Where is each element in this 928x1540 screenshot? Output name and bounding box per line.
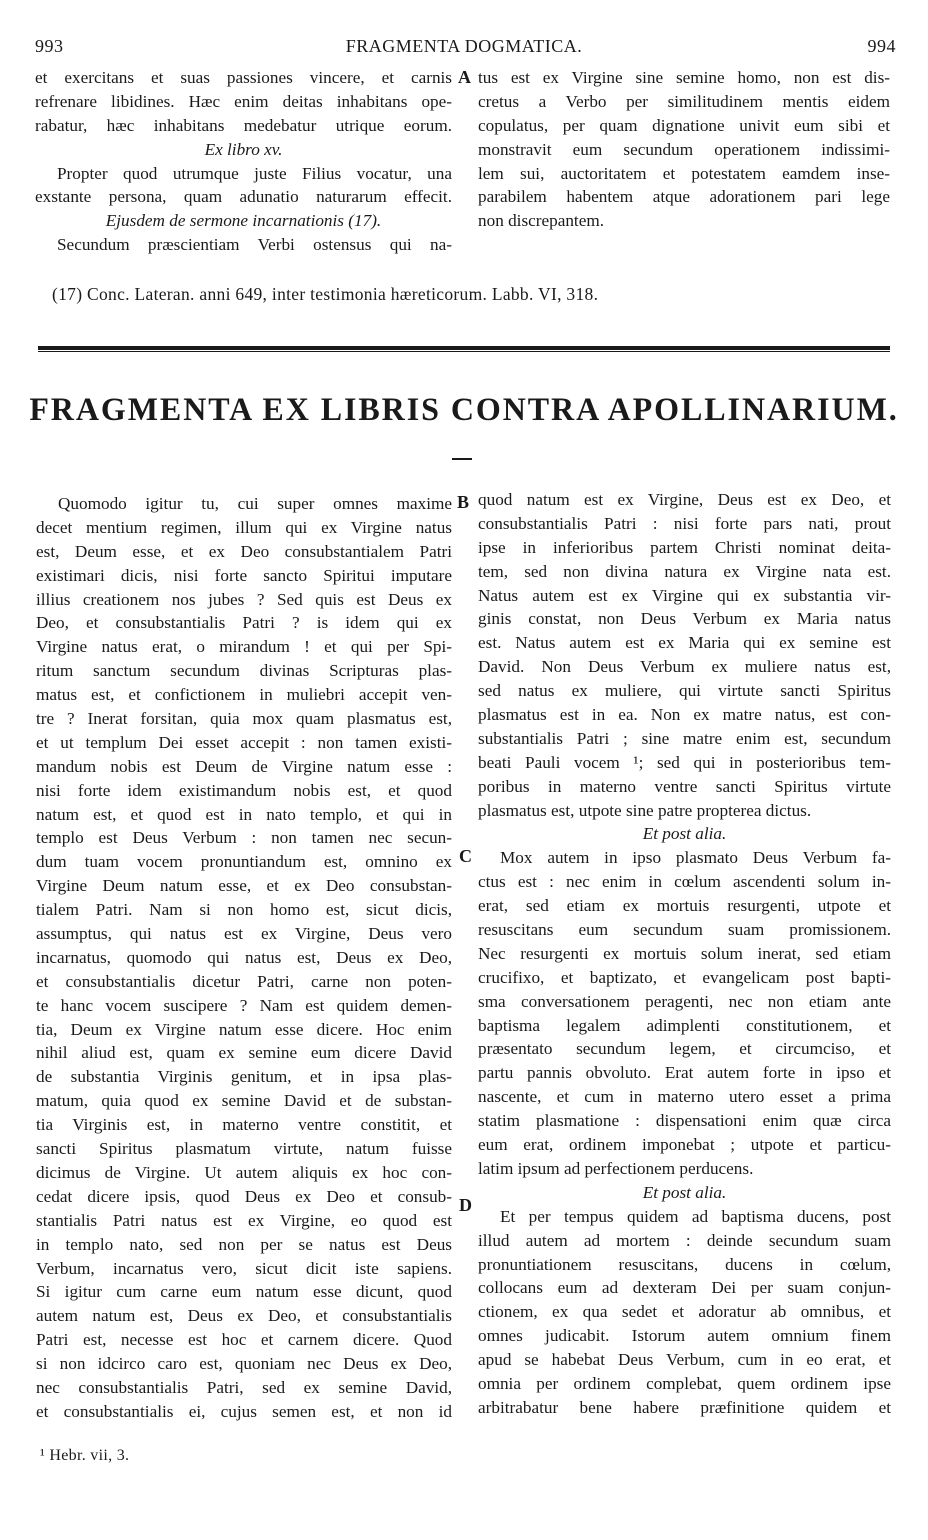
text-line: non discrepantem. [478, 211, 605, 231]
text-line: Et per tempus quidem ad baptisma ducens, post [500, 1206, 891, 1226]
text-line: plasmatus est, utpote sine patre propterea dictus. [478, 800, 812, 820]
margin-marker-a: A [458, 67, 471, 87]
text-line: ipse in inferioribus partem Christi nominat deita- [478, 537, 891, 557]
text-line: pronuntiationem resuscitans, ducens in cœlum, [478, 1254, 891, 1274]
text-line: stantialis Patri natus est ex Virgine, eo quod est [36, 1210, 452, 1230]
text-line: Nec resurgenti ex mortuis solum inerat, sed etiam [478, 943, 891, 963]
text-line: crucifixo, et baptizato, et evangelicam post bapti- [478, 967, 891, 987]
section-title: FRAGMENTA EX LIBRIS CONTRA APOLLINARIUM. [29, 392, 899, 428]
footnote-top: (17) Conc. Lateran. anni 649, inter testimonia hæreticorum. Labb. VI, 318. [52, 284, 599, 304]
text-line: natum est, et quod est in nato templo, et qui in [36, 804, 452, 824]
text-line: cretus a Verbo per similitudinem mentis eidem [478, 91, 890, 111]
text-line: Deo, et consubstantialis Patri ? is idem qui ex [36, 613, 452, 633]
margin-marker-b: B [457, 492, 470, 512]
text-line: Si igitur cum carne eum natum esse dicunt, quod [36, 1282, 452, 1302]
text-line: exstante persona, quam adunatio naturarum effecit. [35, 187, 452, 207]
text-line: nascente, et cum in materno utero esset a prima [478, 1087, 891, 1107]
text-line: tia Virginis est, in materno ventre constitit, et [36, 1115, 452, 1135]
text-line: autem natum est, Deus ex Deo, et consubstantialis [36, 1306, 452, 1326]
text-line: Mox autem in ipso plasmato Deus Verbum fa- [500, 848, 891, 868]
text-line: nisi forte idem existimandum nobis est, et quod [36, 780, 452, 800]
text-line: tialem Patri. Nam si non homo est, sicut dicis, [36, 900, 452, 920]
text-line: templo est Deus Verbum : non tamen nec secun- [36, 828, 452, 848]
text-line: tre ? Inerat forsitan, quia mox quam plasmatus est, [36, 709, 452, 729]
text-line: refrenare libidines. Hæc enim deitas inhabitans ope- [35, 91, 452, 111]
subheading: Et post alia. [642, 1182, 727, 1202]
title-dash [452, 458, 472, 460]
text-line: monstravit eum secundum operationem indissimi- [478, 139, 890, 159]
text-line: omnes judicabit. Istorum autem omnium finem [478, 1326, 891, 1346]
text-line: et ut templum Dei esset accepit : non tamen existi- [36, 732, 452, 752]
text-line: nec consubstantialis Patri, sed ex semine David, [36, 1377, 452, 1397]
text-line: sma conversationem peragenti, nec non etiam ante [478, 991, 891, 1011]
text-line: sancti Spiritus plasmatum virtute, natum fuisse [36, 1139, 452, 1159]
text-line: Patri est, necesse est hoc et carnem dicere. Quod [36, 1330, 452, 1350]
text-line: assumptus, qui natus est ex Virgine, Deus vero [36, 924, 452, 944]
text-line: quod natum est ex Virgine, Deus est ex Deo, et [478, 490, 891, 509]
text-line: nihil aliud est, quam ex semine eum dicere David [36, 1043, 452, 1063]
text-line: poribus in materno ventre sancti Spiritus virtute [478, 776, 891, 796]
section-rule [38, 346, 890, 350]
text-line: statim plasmatione : dispensationi enim quæ circa [478, 1111, 891, 1131]
text-line: plasmatus est in ea. Non ex matre natus, est con- [478, 705, 891, 725]
text-line: mandum nobis est Deum de Virgine natum esse : [36, 756, 452, 776]
text-line: est, Deum esse, et ex Deo consubstantialem Patri [36, 541, 452, 561]
text-line: tem, sed non divina natura ex Virgine nata est. [478, 561, 891, 581]
text-line: beati Pauli vocem ¹; sed qui in posterioribus tem- [478, 752, 891, 772]
text-line: existimari dicis, nisi forte sancto Spiritui imputare [36, 565, 452, 585]
footnote-bottom: ¹ Hebr. vii, 3. [40, 1447, 130, 1464]
text-line: præsentato secundum legem, et circumciso, et [478, 1039, 891, 1059]
text-line: parabilem habentem atque adorationem pari lege [478, 187, 890, 207]
text-line: rabatur, hæc inhabitans medebatur utrique eorum. [35, 115, 452, 135]
margin-marker-c: C [459, 846, 472, 866]
text-line: cedat dicere ipsis, quod Deus ex Deo et consub- [36, 1186, 452, 1206]
text-line: ctionem, ex qua sedet et adoratur ab omnibus, et [478, 1302, 891, 1322]
text-line: Quomodo igitur tu, cui super omnes maxime [58, 494, 452, 513]
text-line: David. Non Deus Verbum ex muliere natus est, [478, 657, 891, 677]
text-line: illud autem ad mortem : deinde secundum suam [478, 1230, 891, 1250]
text-line: dum tuam vocem pronuntiandum est, omnino ex [36, 852, 452, 872]
text-line: omnia per ordinem complebat, quem ordinem ipse [478, 1373, 891, 1393]
text-line: ritum sanctum secundum divinas Scripturas plas- [36, 661, 452, 681]
page-number-left: 993 [35, 36, 64, 56]
subheading: Ejusdem de sermone incarnationis (17). [105, 211, 382, 231]
subheading: Et post alia. [642, 824, 727, 844]
text-line: Virgine natus erat, o mirandum ! et qui per Spi- [36, 637, 452, 657]
text-line: Secundum præscientiam Verbi ostensus qui na- [57, 235, 452, 255]
main-right-column [478, 488, 891, 1420]
text-line: erat, sed etiam ex mortuis resurgenti, utpote et [478, 896, 891, 916]
text-line: et consubstantialis dicetur Patri, carne non poten- [36, 971, 452, 991]
text-line: tia, Deum ex Virgine natum esse dicere. Hoc enim [36, 1019, 452, 1039]
text-line: et consubstantialis ei, cujus semen est, et non id [36, 1401, 452, 1421]
text-line: et exercitans et suas passiones vincere, et carnis [35, 68, 452, 87]
text-line: ginis constat, non Deus Verbum ex Maria natus [478, 609, 891, 629]
page-number-right: 994 [867, 36, 896, 56]
text-line: lem sui, auctoritatem et potestatem eamdem inse- [478, 163, 890, 183]
text-line: resuscitans eum secundum suam promissionem. [478, 920, 891, 940]
text-line: substantialis Patri ; sine matre enim est, secundum [478, 728, 891, 748]
text-line: Verbum, incarnatus vero, sicut dicit iste sapiens. [36, 1258, 452, 1278]
text-line: ctus est : nec enim in cœlum ascendenti solum in- [478, 872, 891, 892]
text-line: consubstantialis Patri : nisi forte pars nati, prout [478, 513, 891, 533]
text-line: in templo nato, sed non per se natus est Deus [36, 1234, 452, 1254]
text-line: apud se habebat Deus Verbum, cum in eo erat, et [478, 1350, 891, 1370]
text-line: copulatus, per quam dignatione univit eum sibi et [478, 115, 890, 135]
margin-marker-d: D [459, 1195, 472, 1215]
top-left-column [35, 66, 452, 257]
running-title: FRAGMENTA DOGMATICA. [345, 36, 583, 56]
section-rule-thin [38, 351, 890, 352]
text-line: baptisma legalem adimplenti constitutionem, et [478, 1015, 891, 1035]
text-line: tus est ex Virgine sine semine homo, non est dis- [478, 68, 890, 87]
text-line: arbitrabatur bene habere præfinitione quidem et [478, 1397, 891, 1417]
text-line: Propter quod utrumque juste Filius vocatur, una [57, 163, 452, 183]
subheading: Ex libro xv. [204, 139, 283, 159]
text-line: eum erat, ordinem imponebat ; utpote et particu- [478, 1135, 891, 1155]
text-line: latim ipsum ad perfectionem perducens. [478, 1158, 754, 1178]
text-line: Virgine Deum natum esse, et ex Deo consubstan- [36, 876, 452, 896]
text-line: te hanc vocem suscipere ? Nam est quidem demen- [36, 995, 452, 1015]
text-line: collocans eum ad dexteram Dei per suam conjun- [478, 1278, 891, 1298]
text-line: dicimus de Virgine. Ut autem aliquis ex hoc con- [36, 1162, 452, 1182]
text-line: de substantia Virginis genitum, et in ipsa plas- [36, 1067, 452, 1087]
text-line: si non idcirco caro est, quoniam nec Deus ex Deo, [36, 1354, 452, 1374]
text-line: partu pannis obvoluto. Erat autem forte in ipso et [478, 1063, 891, 1083]
text-line: matus est, et confictionem in muliebri accepit ven- [36, 685, 452, 705]
text-line: est. Natus autem est ex Maria qui ex semine est [478, 633, 891, 653]
top-right-column [478, 66, 890, 233]
main-left-column [36, 492, 452, 1424]
text-line: matum, quia quod ex semine David et de substan- [36, 1091, 452, 1111]
text-line: Natus autem est ex Virgine qui ex substantia vir- [478, 585, 891, 605]
text-line: illius creationem nos jubes ? Sed quis est Deus ex [36, 589, 452, 609]
text-line: sed natus ex muliere, qui virtute sancti Spiritus [478, 681, 891, 701]
text-line: incarnatus, quomodo qui natus est, Deus ex Deo, [36, 947, 452, 967]
text-line: decet mentium regimen, illum qui ex Virgine natus [36, 517, 452, 537]
